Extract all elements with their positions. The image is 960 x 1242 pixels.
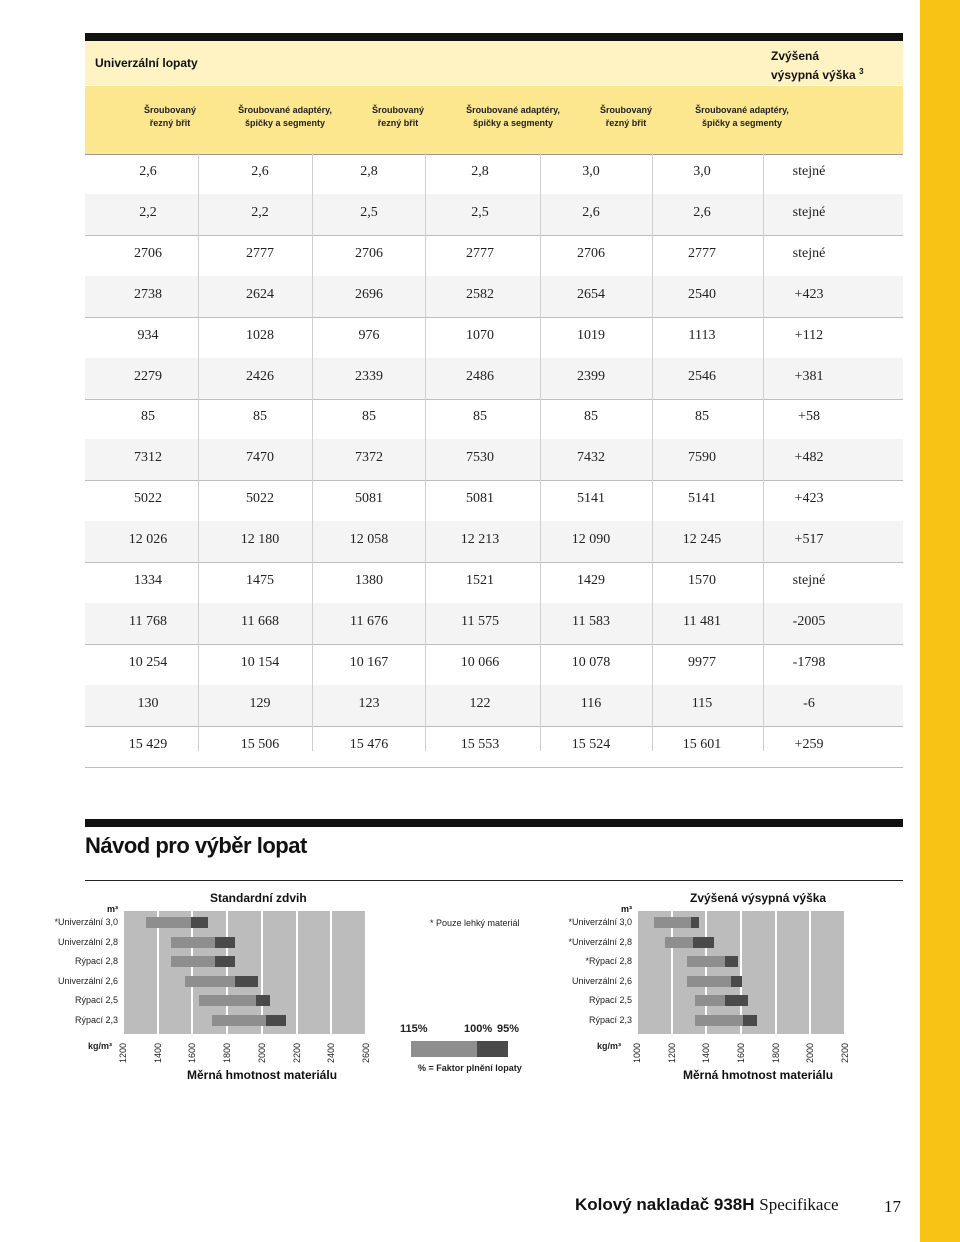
table-cell: 2706: [355, 245, 383, 261]
column-divider: [763, 153, 764, 751]
table-cell: 85: [473, 409, 487, 425]
table-cell: 2738: [134, 286, 162, 302]
column-subheader: Šroubované adaptéry, špičky a segmenty: [238, 105, 332, 128]
table-cell: 85: [695, 409, 709, 425]
table-cell: 2486: [466, 368, 494, 384]
bar-range-100-95: [725, 995, 748, 1006]
x-tick-label: 1400: [701, 1042, 712, 1063]
table-cell-difference: stejné: [792, 245, 826, 261]
bucket-label: Univerzální 2,8: [57, 936, 118, 947]
legend-note: * Pouze lehký materiál: [430, 918, 520, 928]
bar-range-115-100: [185, 976, 235, 987]
gridline: [775, 911, 777, 1034]
table-cell-difference: +517: [794, 532, 824, 548]
table-cell: 7432: [577, 450, 605, 466]
table-cell-difference: -6: [803, 695, 815, 711]
table-cell: 10 066: [460, 654, 500, 670]
x-tick-label: 2200: [840, 1042, 850, 1063]
gridline: [330, 911, 332, 1034]
table-cell: 85: [584, 409, 598, 425]
table-cell: 2582: [466, 286, 494, 302]
gridline: [157, 911, 159, 1034]
yellow-side-band: [920, 0, 960, 1242]
x-tick-label: 1800: [770, 1042, 781, 1063]
x-tick-label: 1200: [666, 1042, 677, 1063]
table-cell: 1070: [466, 327, 494, 343]
table-cell: 5081: [466, 491, 494, 507]
table-row: [85, 358, 903, 400]
table-cell: 2540: [688, 286, 716, 302]
bucket-label: *Univerzální 2,8: [568, 936, 632, 947]
table-cell: 116: [580, 695, 602, 711]
table-cell: 1429: [577, 573, 605, 588]
table-cell: 15 476: [349, 736, 389, 752]
x-tick-label: 1600: [187, 1042, 198, 1063]
column-divider: [652, 153, 653, 751]
bar-range-100-95: [256, 995, 270, 1006]
table-cell-difference: +259: [794, 736, 824, 752]
table-cell: 7372: [355, 450, 383, 466]
table-cell: 1380: [355, 573, 383, 588]
x-axis-title: Měrná hmotnost materiálu: [187, 1068, 338, 1082]
table-cell-difference: +381: [794, 368, 824, 384]
column-subheader: Šroubovaný řezný břit: [143, 105, 196, 128]
chart-plot-area: [637, 911, 845, 1034]
bucket-label: *Univerzální 3,0: [54, 917, 118, 927]
x-tick-label: 1400: [152, 1042, 163, 1063]
table-cell: 123: [358, 695, 380, 711]
bar-range-100-95: [215, 956, 235, 967]
table-cell: 10 254: [128, 654, 168, 670]
table-cell: 15 506: [240, 736, 280, 752]
table-cell: 1019: [577, 327, 605, 343]
table-cell: 934: [137, 327, 159, 343]
table-cell: 5022: [134, 491, 162, 507]
table-cell: 1521: [466, 573, 494, 588]
table-cell: 2,2: [139, 204, 157, 220]
gridline: [191, 911, 193, 1034]
table-cell: 2696: [355, 286, 383, 302]
bar-range-115-100: [695, 1015, 743, 1026]
table-cell: 2777: [246, 245, 274, 261]
table-cell: 2,6: [582, 204, 600, 220]
table-cell: 7590: [688, 450, 716, 466]
table-row: [85, 398, 903, 440]
table-row: [85, 276, 903, 318]
table-cell: 11 575: [461, 613, 499, 629]
table-cell: 5022: [246, 491, 274, 507]
x-tick-label: 2000: [805, 1042, 816, 1063]
gridline: [122, 911, 124, 1034]
x-tick-label: 1600: [736, 1042, 746, 1063]
table-cell: 85: [362, 409, 376, 425]
unit-kg-label: kg/m³: [597, 1041, 622, 1051]
table-cell: 12 090: [571, 532, 611, 548]
table-cell: 85: [253, 409, 267, 425]
bucket-label: Univerzální 2,6: [571, 975, 632, 986]
bar-range-100-95: [266, 1015, 286, 1026]
unit-m3-label: m³: [107, 904, 118, 914]
legend-swatch-light: [411, 1041, 477, 1057]
legend-pct-115: 115%: [400, 1023, 428, 1035]
bucket-label: Rýpací 2,3: [588, 1014, 632, 1025]
table-cell: 2399: [577, 368, 605, 384]
table-cell: 122: [469, 695, 491, 711]
bar-range-115-100: [171, 937, 215, 948]
legend-caption: % = Faktor plnění lopaty: [418, 1063, 522, 1073]
bar-range-115-100: [171, 956, 215, 967]
bar-range-115-100: [687, 976, 730, 987]
bar-range-115-100: [146, 917, 191, 928]
table-cell-difference: stejné: [792, 573, 826, 588]
table-cell: 9977: [688, 654, 716, 670]
table-row: [85, 562, 903, 604]
table-cell: 11 583: [572, 613, 610, 629]
table-row: [85, 153, 903, 195]
table-cell: 2,5: [360, 204, 378, 220]
table-cell: 2,8: [360, 164, 378, 179]
table-cell: 12 026: [128, 532, 168, 548]
gridline: [636, 911, 638, 1034]
legend-pct-100: 100%: [464, 1023, 493, 1035]
table-top-rule: [85, 33, 903, 41]
bucket-label: Rýpací 2,8: [74, 956, 118, 966]
column-divider: [198, 153, 199, 751]
table-cell: 1334: [134, 573, 162, 588]
table-cell: 11 668: [241, 613, 279, 629]
bar-range-100-95: [215, 937, 235, 948]
table-cell: 976: [358, 327, 380, 343]
table-cell: 1570: [688, 573, 716, 588]
x-tick-label: 2400: [326, 1042, 337, 1063]
bar-range-115-100: [212, 1015, 266, 1026]
table-cell: 2706: [577, 245, 605, 261]
table-cell: 3,0: [693, 164, 711, 179]
table-cell: 85: [141, 409, 155, 425]
table-cell-difference: +112: [794, 327, 824, 343]
column-subheader: Šroubovaný řezný břit: [599, 105, 652, 128]
table-row: [85, 521, 903, 563]
bar-range-100-95: [693, 937, 714, 948]
x-tick-label: 2200: [291, 1042, 302, 1063]
bar-range-100-95: [743, 1015, 758, 1026]
table-cell: 130: [137, 695, 159, 711]
table-cell-difference: +423: [794, 286, 824, 302]
table-cell-difference: stejné: [792, 164, 826, 179]
bucket-label: Rýpací 2,3: [74, 1014, 118, 1025]
bar-range-115-100: [695, 995, 724, 1006]
gridline: [809, 911, 811, 1034]
table-cell: 7312: [134, 450, 162, 466]
bucket-label: *Rýpací 2,8: [585, 956, 632, 966]
x-tick-label: 2000: [256, 1042, 267, 1063]
table-row: [85, 603, 903, 645]
table-cell: 15 601: [682, 736, 722, 752]
table-cell: 5141: [688, 491, 716, 507]
table-cell: 115: [691, 695, 713, 711]
gridline: [671, 911, 673, 1034]
table-cell: 12 245: [682, 532, 722, 548]
section-title: Návod pro výběr lopat: [85, 833, 307, 858]
table-cell-difference: +482: [794, 450, 824, 466]
table-cell: 7470: [246, 450, 274, 466]
gridline: [365, 911, 367, 1034]
x-tick-label: 2600: [361, 1042, 371, 1063]
table-cell: 2279: [134, 368, 162, 384]
column-subheader: Šroubované adaptéry, špičky a segmenty: [466, 105, 560, 128]
bar-range-100-95: [731, 976, 742, 987]
table-cell: 129: [249, 695, 271, 711]
table-cell: 2546: [688, 368, 716, 384]
gridline: [844, 911, 846, 1034]
table-subheader-row: [85, 85, 903, 155]
extra-column-title: Zvýšená výsypná výška $^3$: [771, 49, 864, 82]
section-rule: [85, 819, 903, 827]
page-number: 17: [884, 1197, 901, 1216]
column-divider: [540, 153, 541, 751]
column-divider: [312, 153, 313, 751]
table-row: [85, 439, 903, 481]
table-cell: 5141: [577, 491, 605, 507]
bar-range-115-100: [687, 956, 725, 967]
table-cell: 10 167: [349, 654, 389, 670]
section-underline: [85, 880, 903, 881]
table-cell-difference: +58: [798, 409, 820, 425]
table-cell: 12 213: [460, 532, 500, 548]
table-cell: 2426: [246, 368, 274, 384]
table-cell: 2706: [134, 245, 162, 261]
bar-range-100-95: [691, 917, 699, 928]
unit-kg-label: kg/m³: [88, 1041, 113, 1051]
bucket-label: *Univerzální 3,0: [568, 917, 632, 927]
bucket-label: Univerzální 2,6: [57, 975, 118, 986]
table-cell: 1028: [246, 327, 274, 343]
table-cell: 2777: [466, 245, 494, 261]
column-divider: [425, 153, 426, 751]
table-row: [85, 317, 903, 359]
table-cell-difference: +423: [794, 491, 824, 507]
table-row: [85, 235, 903, 277]
table-cell: 10 154: [240, 654, 280, 670]
table-cell: 2,5: [471, 204, 489, 220]
table-cell: 2,6: [251, 164, 269, 179]
chart-plot-area: [123, 911, 366, 1034]
footer-title: Kolový nakladač 938H Specifikace: [575, 1195, 839, 1214]
table-row: [85, 726, 903, 768]
table-row: [85, 685, 903, 727]
bar-range-100-95: [725, 956, 738, 967]
table-row: [85, 194, 903, 236]
table-cell: 2,6: [693, 204, 711, 220]
bucket-label: Rýpací 2,5: [74, 995, 118, 1005]
bar-range-115-100: [665, 937, 694, 948]
unit-m3-label: m³: [621, 904, 632, 914]
bar-range-100-95: [235, 976, 258, 987]
x-tick-label: 1000: [632, 1042, 642, 1063]
table-cell: 5081: [355, 491, 383, 507]
table-cell: 3,0: [582, 164, 600, 179]
table-cell: 11 676: [350, 613, 388, 629]
table-cell: 2624: [246, 286, 274, 302]
table-cell: 7530: [466, 450, 494, 466]
column-subheader: Šroubované adaptéry, špičky a segmenty: [695, 105, 789, 128]
table-cell-difference: -1798: [792, 654, 826, 670]
table-cell: 11 481: [683, 613, 721, 629]
table-cell: 11 768: [129, 613, 167, 629]
bar-range-100-95: [191, 917, 208, 928]
x-tick-label: 1800: [222, 1042, 233, 1063]
bucket-label: Rýpací 2,5: [588, 995, 632, 1005]
table-cell: 12 058: [349, 532, 389, 548]
bar-range-115-100: [654, 917, 690, 928]
table-cell: 15 553: [460, 736, 500, 752]
x-axis-title: Měrná hmotnost materiálu: [683, 1068, 834, 1082]
bar-range-115-100: [199, 995, 255, 1006]
table-cell: 2,2: [251, 204, 269, 220]
chart-title: Standardní zdvih: [210, 891, 307, 905]
x-tick-label: 1200: [118, 1042, 128, 1063]
group-title: Univerzální lopaty: [95, 56, 198, 70]
legend-pct-95: 95%: [497, 1023, 520, 1035]
table-cell: 15 429: [128, 736, 168, 752]
table-row: [85, 480, 903, 522]
table-cell: 2777: [688, 245, 716, 261]
table-cell: 1475: [246, 573, 274, 588]
table-cell-difference: stejné: [792, 204, 826, 220]
table-cell: 2654: [577, 286, 605, 302]
column-subheader: Šroubovaný řezný břit: [371, 105, 424, 128]
table-cell: 2,8: [471, 164, 489, 179]
table-group-header: [85, 41, 903, 85]
table-cell: 2,6: [139, 164, 157, 179]
table-cell: 2339: [355, 368, 383, 384]
chart-title: Zvýšená výsypná výška: [690, 891, 827, 905]
table-cell: 1113: [688, 327, 716, 343]
table-cell: 12 180: [240, 532, 280, 548]
legend-swatch-dark: [477, 1041, 508, 1057]
table-row: [85, 644, 903, 686]
table-cell: 15 524: [571, 736, 611, 752]
table-cell: 10 078: [571, 654, 611, 670]
table-cell-difference: -2005: [792, 613, 826, 629]
gridline: [296, 911, 298, 1034]
